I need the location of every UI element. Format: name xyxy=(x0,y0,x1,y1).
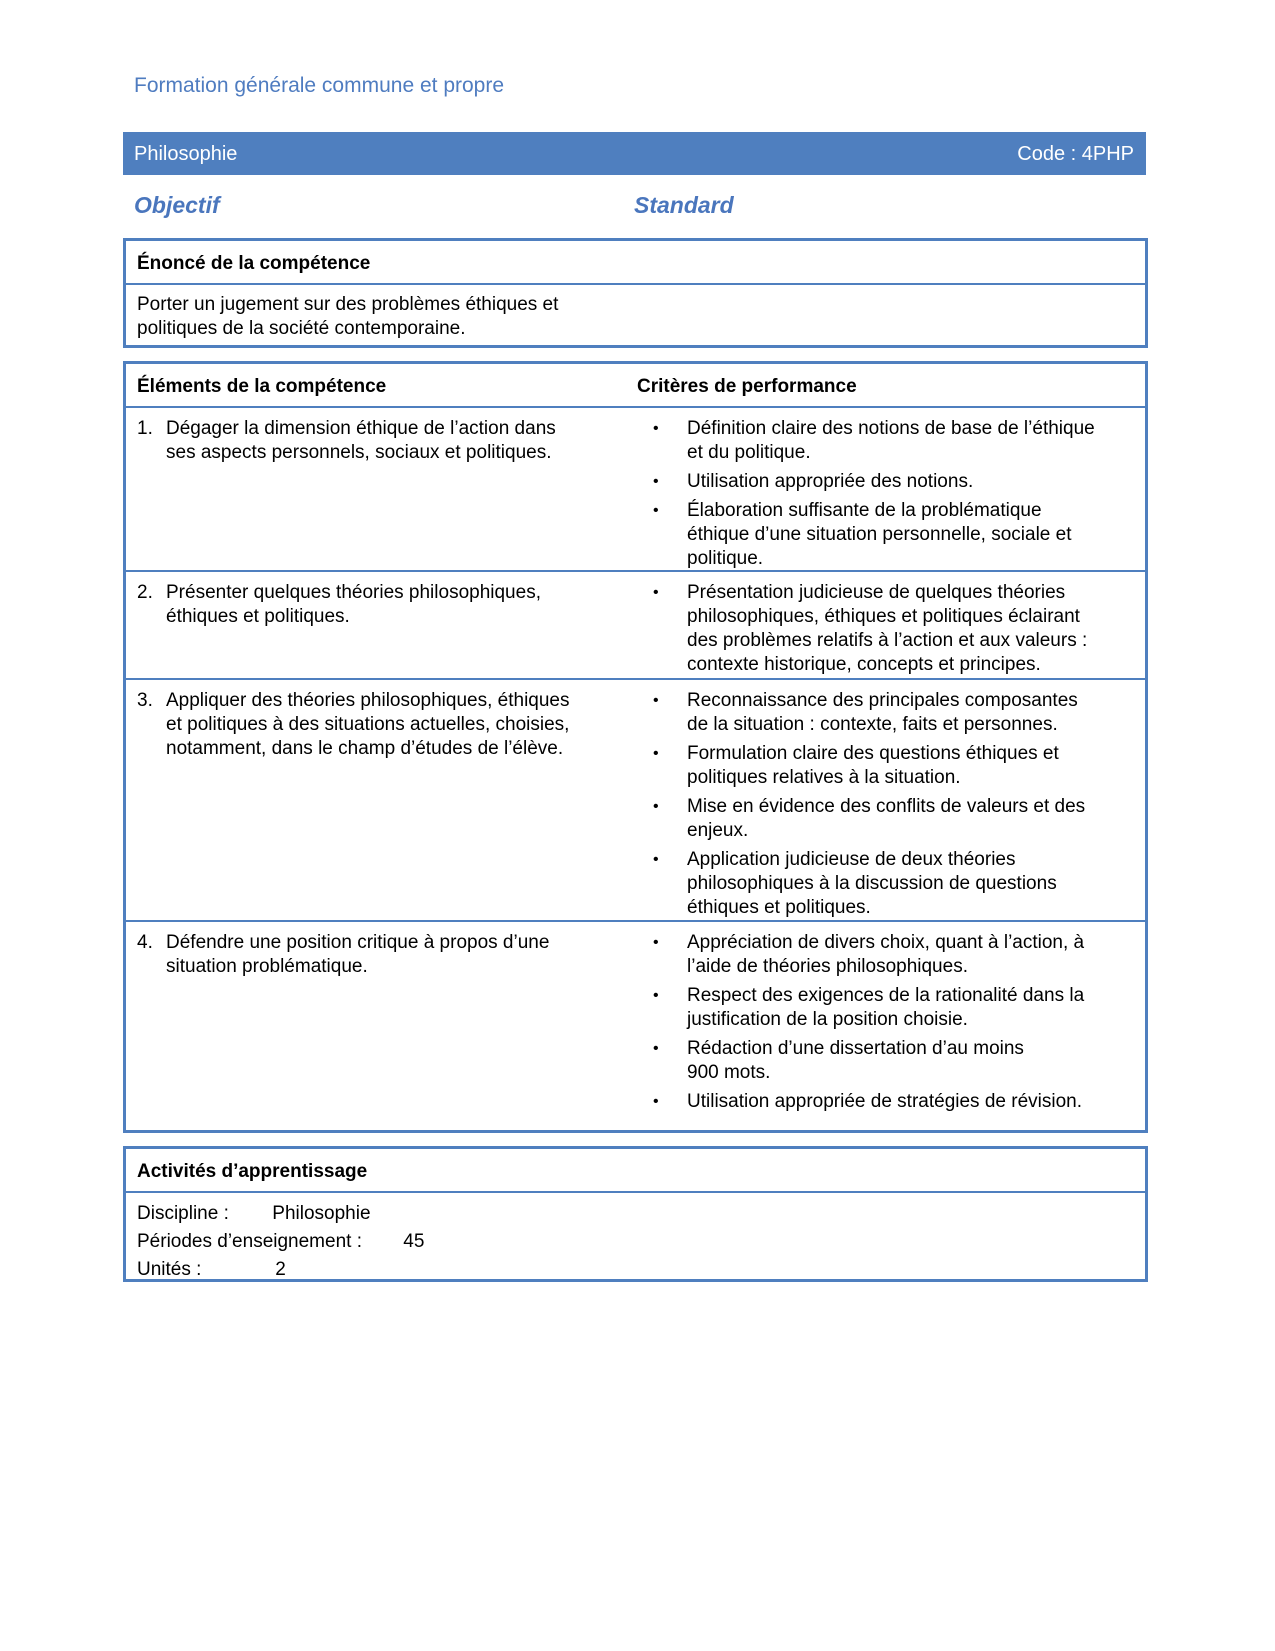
element-number: 4. xyxy=(137,932,153,953)
bullet-icon: • xyxy=(653,420,659,437)
periods-line xyxy=(137,1231,424,1253)
bullet-icon: • xyxy=(653,987,659,1004)
criterion-item xyxy=(651,931,1121,979)
criterion-line: éthiques et politiques. xyxy=(687,897,871,918)
criterion-line: Définition claire des notions de base de l’éthique xyxy=(687,418,1095,439)
bullet-icon: • xyxy=(653,934,659,951)
periods-value: 45 xyxy=(403,1231,425,1252)
units-value: 2 xyxy=(275,1259,286,1280)
element-number: 3. xyxy=(137,690,153,711)
competence-row xyxy=(126,572,1145,680)
criterion-item xyxy=(651,984,1121,1032)
page-title: Formation générale commune et propre xyxy=(134,74,505,97)
criterion-line: de la situation : contexte, faits et personnes. xyxy=(687,714,1058,735)
criterion-line: enjeux. xyxy=(687,820,749,841)
bullet-icon: • xyxy=(653,1040,659,1057)
element-line: notamment, dans le champ d’études de l’élève. xyxy=(166,738,564,759)
criterion-item xyxy=(651,1090,1121,1114)
periods-label: Périodes d’enseignement : xyxy=(137,1231,362,1252)
competence-row xyxy=(126,408,1145,572)
criterion-line: Formulation claire des questions éthiques et xyxy=(687,743,1059,764)
element-text xyxy=(137,689,612,761)
element-number: 1. xyxy=(137,418,153,439)
statement-heading-row xyxy=(126,241,1145,285)
statement-line: Porter un jugement sur des problèmes éthiques et xyxy=(137,294,559,315)
criterion-line: philosophiques, éthiques et politiques éclairant xyxy=(687,606,1080,627)
criterion-line: l’aide de théories philosophiques. xyxy=(687,956,968,977)
criterion-line: Respect des exigences de la rationalité dans la xyxy=(687,985,1085,1006)
criterion-line: politique. xyxy=(687,548,764,569)
elements-heading-row xyxy=(126,364,1145,408)
statement-heading: Énoncé de la compétence xyxy=(137,253,371,274)
bullet-icon: • xyxy=(653,798,659,815)
criterion-line: 900 mots. xyxy=(687,1062,771,1083)
activities-heading-row xyxy=(126,1149,1145,1193)
column-headings xyxy=(134,192,1144,222)
bullet-icon: • xyxy=(653,502,659,519)
units-label: Unités : xyxy=(137,1259,202,1280)
elements-heading: Éléments de la compétence xyxy=(137,376,387,397)
element-line: Présenter quelques théories philosophiques, xyxy=(166,582,541,603)
criteria-list xyxy=(651,689,1121,925)
competence-row xyxy=(126,922,1145,1114)
discipline-label: Discipline : xyxy=(137,1203,229,1224)
criterion-line: et du politique. xyxy=(687,442,811,463)
element-text xyxy=(137,581,612,629)
bullet-icon: • xyxy=(653,473,659,490)
element-line: Appliquer des théories philosophiques, éthiques xyxy=(166,690,570,711)
activities-heading: Activités d’apprentissage xyxy=(137,1161,368,1182)
course-code: Code : 4PHP xyxy=(1017,143,1134,165)
criterion-item xyxy=(651,848,1121,920)
bullet-icon: • xyxy=(653,745,659,762)
criterion-line: Élaboration suffisante de la problématique xyxy=(687,500,1042,521)
criterion-line: Rédaction d’une dissertation d’au moins xyxy=(687,1038,1024,1059)
criterion-line: Utilisation appropriée des notions. xyxy=(687,471,974,492)
criterion-item xyxy=(651,1037,1121,1085)
bullet-icon: • xyxy=(653,851,659,868)
criterion-line: philosophiques à la discussion de questions xyxy=(687,873,1057,894)
element-line: Défendre une position critique à propos d’une xyxy=(166,932,550,953)
element-text xyxy=(137,931,612,979)
criterion-line: justification de la position choisie. xyxy=(687,1009,968,1030)
elements-box xyxy=(123,361,1148,1133)
subject-name: Philosophie xyxy=(134,143,238,165)
criterion-item xyxy=(651,689,1121,737)
criterion-line: contexte historique, concepts et principes. xyxy=(687,654,1041,675)
activities-box xyxy=(123,1146,1148,1282)
criterion-line: des problèmes relatifs à l’action et aux valeurs : xyxy=(687,630,1088,651)
criterion-item xyxy=(651,581,1121,677)
criteria-heading: Critères de performance xyxy=(637,376,857,397)
bullet-icon: • xyxy=(653,692,659,709)
element-line: éthiques et politiques. xyxy=(166,606,350,627)
criterion-line: Appréciation de divers choix, quant à l’action, à xyxy=(687,932,1085,953)
element-text xyxy=(137,417,612,465)
element-line: situation problématique. xyxy=(166,956,368,977)
criterion-line: politiques relatives à la situation. xyxy=(687,767,961,788)
criterion-item xyxy=(651,470,1121,494)
criterion-item xyxy=(651,417,1121,465)
criterion-line: Mise en évidence des conflits de valeurs et des xyxy=(687,796,1086,817)
criteria-list xyxy=(651,417,1121,576)
bullet-icon: • xyxy=(653,1093,659,1110)
objectif-heading: Objectif xyxy=(134,192,220,218)
criteria-list xyxy=(651,581,1121,682)
competence-row xyxy=(126,680,1145,922)
discipline-value: Philosophie xyxy=(272,1203,371,1224)
criterion-item xyxy=(651,795,1121,843)
units-line xyxy=(137,1259,286,1281)
element-number: 2. xyxy=(137,582,153,603)
statement-box xyxy=(123,238,1148,348)
criterion-item xyxy=(651,742,1121,790)
bullet-icon: • xyxy=(653,584,659,601)
statement-text xyxy=(137,293,607,341)
element-line: ses aspects personnels, sociaux et politiques. xyxy=(166,442,552,463)
discipline-line xyxy=(137,1203,371,1225)
criterion-item xyxy=(651,499,1121,571)
criterion-line: éthique d’une situation personnelle, sociale et xyxy=(687,524,1072,545)
criterion-line: Présentation judicieuse de quelques théories xyxy=(687,582,1066,603)
element-line: Dégager la dimension éthique de l’action dans xyxy=(166,418,556,439)
criterion-line: Application judicieuse de deux théories xyxy=(687,849,1016,870)
subject-header-bar xyxy=(123,132,1146,175)
statement-line: politiques de la société contemporaine. xyxy=(137,318,466,339)
criterion-line: Reconnaissance des principales composantes xyxy=(687,690,1078,711)
criteria-list xyxy=(651,931,1121,1119)
criterion-line: Utilisation appropriée de stratégies de révision. xyxy=(687,1091,1082,1112)
standard-heading: Standard xyxy=(634,192,734,218)
element-line: et politiques à des situations actuelles, choisies, xyxy=(166,714,570,735)
